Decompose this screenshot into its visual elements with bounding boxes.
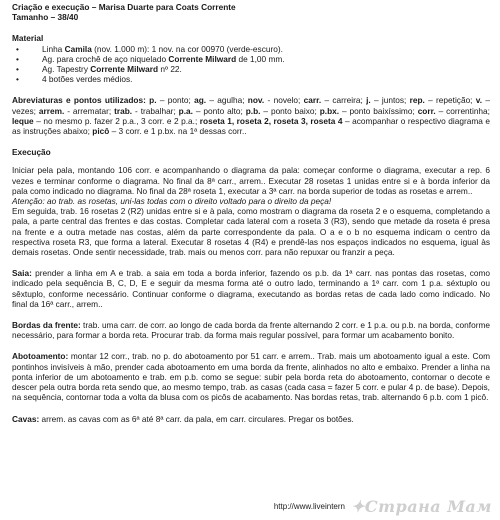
abbreviations-paragraph: Abreviaturas e pontos utilizados: p. – ponto; ag. – agulha; nov. - novelo; carr. – carreira; j. – juntos; rep. – repetição; v. – vezes; arrem. - arrematar; trab. - trabalhar; p.a. – ponto alto; p.b. – ponto baixo; p.bx. – ponto baixíssimo; corr. – correntinha; leque – no mesmo p. fazer 2 p.a., 3 corr. e 2 p.a.; roseta 1, roseta 2, roseta 3, roseta 4 – acompanhar o respectivo diagrama e as instruções abaixo; picô – 3 corr. e 1 p.bx. na 1ª dessas corr.. <box>12 95 490 137</box>
document <box>12 2 490 424</box>
material-item: • 4 botões verdes médios. <box>12 74 490 84</box>
watermark-logo: ✦Страна Мам <box>350 496 492 516</box>
material-list <box>12 44 490 85</box>
source-url[interactable]: http://www.liveintern <box>273 501 345 511</box>
execution-title: Execução <box>12 147 51 158</box>
front-edges-paragraph: Bordas da frente: trab. uma carr. de corr. ao longo de cada borda da frente alternando 2 corr. e 1 p.a. ou p.b. na borda, conforme necessário, para formar a borda reta. Procurar trab. da forma mais regular possível, para formar um acabamento bonito. <box>12 320 490 341</box>
material-item: • Linha Camila (nov. 1.000 m): 1 nov. na cor 00970 (verde-escuro). <box>12 44 490 54</box>
material-item: • Ag. para crochê de aço niquelado Corrente Milward de 1,00 mm. <box>12 54 490 64</box>
execution-paragraph: Iniciar pela pala, montando 106 corr. e acompanhando o diagrama da pala: começar conforme o diagrama, executar a rep. 6 vezes e terminar conforme o diagrama. No final da 8ª carr., arrem.. Executar 28 rosetas 1 unidas entre si e à borda inferior da pala como indicado no diagrama. No final da 28ª roseta 1, executar a 3ª carr. na borda superior de todas as rosetas e arrem.. Atenção: ao trab. as rosetas, uni-las todas com o direito voltado para o direito da peça! Em seguida, trab. 16 rosetas 2 (R2) unidas entre si e à pala, como mostram o diagrama da roseta 2 e o esquema, completando a pala, a parte central das frentes e das costas. Completar cada lateral com a roseta 3 (R3), sendo que metade da roseta é presa na frente e a outra metade nas costas, além da parte correspondente da pala. O a e o b no esquema indicam o centro da respectiva roseta R3, que forma a lateral. Executar 8 rosetas 4 (R4) e prendê-las nos espaços indicados no esquema, igual às demais rosetas. Onde sentir necessidade, trab. mais ou menos corr. para não repuxar ou franzir a peça. <box>12 165 490 258</box>
buttonhole-band-paragraph: Abotoamento: montar 12 corr., trab. no p. do abotoamento por 51 carr. e arrem.. Trab. mais um abotoamento igual a este. Com pontinhos invisíveis à mão, prender cada abotoamento em uma borda da frente, alinhados no alto e embaixo. Prender a linha na ponta inferior de um abotoamento e trab. em p.b. como se segue: subir pela borda reta do abotoamento, contornar o decote e descer pela outra borda reta sendo que, ao mesmo tempo, trab. as casas (cada casa = fazer 5 corr. e pular 4 p. de base). Depois, na sequência, contornar toda a volta da blusa com os picôs de acabamento. Nas bordas retas, trab. alternando 6 p.b. com 1 picô. <box>12 351 490 403</box>
credits-line: Criação e execução – Marisa Duarte para Coats Corrente <box>12 2 236 12</box>
attention-note: Atenção: ao trab. as rosetas, uni-las todas com o direito voltado para o direito da peça! <box>12 196 332 207</box>
size-line: Tamanho – 38/40 <box>12 12 79 23</box>
armholes-paragraph: Cavas: arrem. as cavas com as 6ª até 8ª carr. da pala, em carr. circulares. Pregar os botões. <box>12 413 354 424</box>
material-title: Material <box>12 33 44 44</box>
material-item: • Ag. Tapestry Corrente Milward nº 22. <box>12 64 490 74</box>
footer <box>273 496 492 516</box>
skirt-paragraph: Saia: prender a linha em A e trab. a saia em toda a borda inferior, fazendo os p.b. da 1ª carr. nas pontas das rosetas, como indicado pela sequência B, C, D, E e seguir da mesma forma até o outro lado, terminando a 1ª carr. com 1 p.a. séxtuplo ou sêxtuplo, conforme necessário. Continuar conforme o diagrama, executando as bordas retas de cada lado como indicado. No final da 16ª carr., arrem.. <box>12 268 490 309</box>
